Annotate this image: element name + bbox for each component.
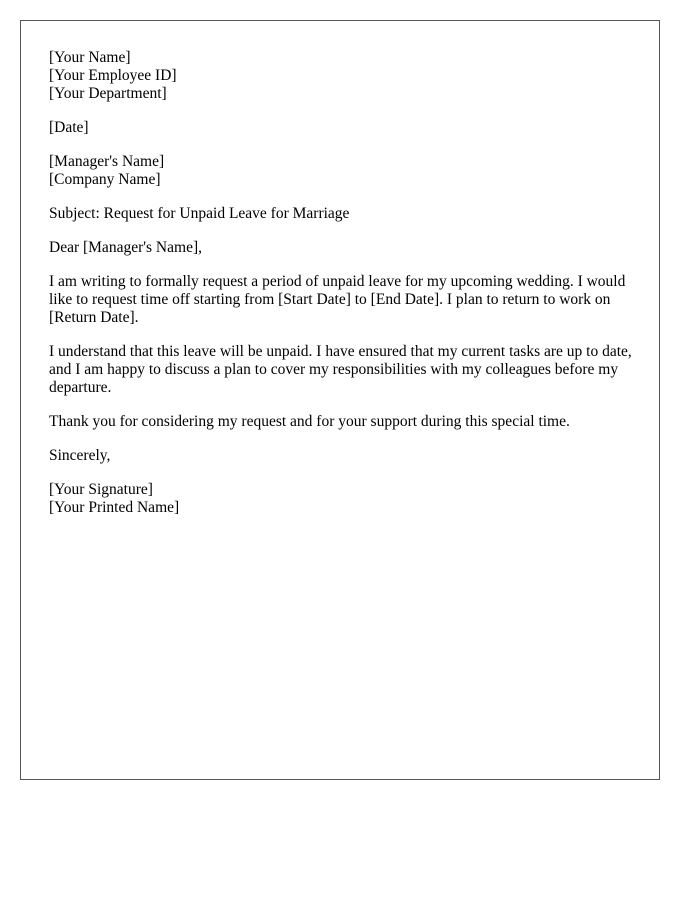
letter-date: [Date] [49,119,89,136]
signature-block [49,481,635,517]
sender-department: [Your Department] [49,85,167,102]
sender-employee-id: [Your Employee ID] [49,67,177,84]
closing-text: Sincerely, [49,447,111,464]
sender-name: [Your Name] [49,49,131,66]
paragraph-thanks: Thank you for considering my request and for your support during this special time. [49,413,570,430]
paragraph-request: I am writing to formally request a period of unpaid leave for my upcoming wedding. I would like to request time off starting from [Start Date] to [End Date]. I plan to return to work on [Return Date]. [49,273,626,326]
paragraph-unpaid: I understand that this leave will be unpaid. I have ensured that my current tasks are up to date, and I am happy to discuss a plan to cover my responsibilities with my colleagues before my departure. [49,343,632,396]
recipient-block [49,153,635,189]
printed-name: [Your Printed Name] [49,499,180,516]
date-block [49,119,635,137]
subject-line [49,205,635,223]
letter-page [20,20,660,780]
salutation-text: Dear [Manager's Name], [49,239,202,256]
recipient-name: [Manager's Name] [49,153,165,170]
sender-block [49,49,635,103]
salutation [49,239,635,257]
closing [49,447,635,465]
signature: [Your Signature] [49,481,153,498]
letter-body [49,49,635,533]
subject-text: Subject: Request for Unpaid Leave for Marriage [49,205,350,222]
recipient-company: [Company Name] [49,171,161,188]
